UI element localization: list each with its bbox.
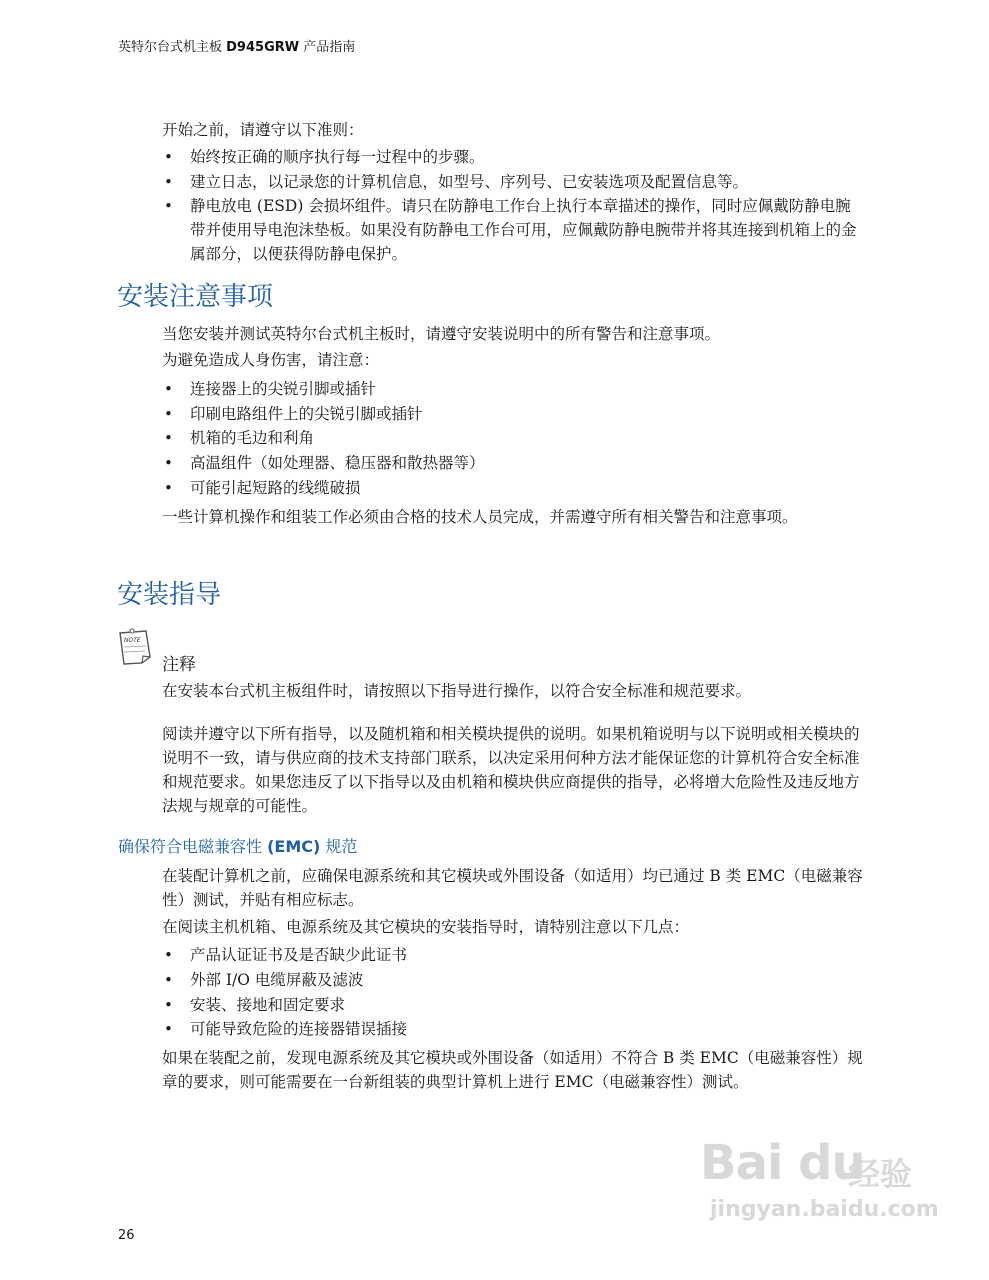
note-icon [116, 627, 154, 667]
bullet-glyph: • [164, 996, 173, 1014]
note-title: 注释 [162, 655, 196, 675]
list-item [162, 194, 862, 266]
baidu-watermark [700, 1135, 939, 1235]
before-start-intro: 开始之前，请遵守以下准则： [162, 121, 364, 139]
list-item [162, 426, 862, 450]
header-title-prefix: 英特尔台式机主板 [118, 40, 227, 55]
list-item [162, 968, 862, 992]
page-header [118, 36, 355, 55]
section-title-installation-guide: 安装指导 [117, 580, 222, 610]
list-item [162, 377, 862, 401]
list-item-text: 静电放电 (ESD) 会损坏组件。请只在防静电工作台上执行本章描述的操作，同时应佩戴防静电腕带并使用导电泡沫垫板。如果没有防静电工作台可用，应佩戴防静电腕带并将其连接到机箱上的金属部分，以便获得防静电保护。 [190, 197, 857, 263]
bullet-glyph: • [164, 479, 173, 497]
section2-paragraph-1: 阅读并遵守以下所有指导，以及随机箱和相关模块提供的说明。如果机箱说明与以下说明或相关模块的说明不一致，请与供应商的技术支持部门联系，以决定采用何种方法才能保证您的计算机符合安全标准和规范要求。如果您违反了以下指导以及由机箱和模块供应商提供的指导，必将增大危险性及违反地方法规与规章的可能性。 [162, 725, 860, 815]
list-item [162, 476, 862, 500]
list-item [162, 1017, 862, 1041]
watermark-cn: 经验 [848, 1155, 913, 1193]
list-item-text: 建立日志，以记录您的计算机信息，如型号、序列号、已安装选项及配置信息等。 [190, 173, 749, 191]
note-text: 在安装本台式机主板组件时，请按照以下指导进行操作，以符合安全标准和规范要求。 [162, 682, 752, 700]
list-item-text: 可能引起短路的线缆破损 [190, 479, 361, 497]
list-item-text: 印刷电路组件上的尖锐引脚或插针 [190, 405, 423, 423]
section1-paragraph-2: 为避免造成人身伤害，请注意： [162, 351, 380, 369]
list-item-text: 连接器上的尖锐引脚或插针 [190, 380, 377, 398]
list-item [162, 451, 862, 475]
bullet-glyph: • [164, 148, 173, 166]
list-item-text: 始终按正确的顺序执行每一过程中的步骤。 [190, 148, 485, 166]
section3-paragraph-2: 在阅读主机机箱、电源系统及其它模块的安装指导时，请特别注意以下几点： [162, 918, 690, 936]
note-icon-label: NOTE [124, 637, 141, 644]
list-item [162, 145, 862, 169]
watermark-url: jingyan.baidu.com [710, 1197, 939, 1222]
bullet-glyph: • [164, 405, 173, 423]
section3-paragraph-3: 如果在装配之前，发现电源系统及其它模块或外围设备（如适用）不符合 B 类 EMC（电磁兼容性）规章的要求，则可能需要在一台新组装的典型计算机上进行 EMC（电磁兼容性）测试。 [162, 1049, 863, 1091]
header-title-suffix: 产品指南 [299, 40, 356, 55]
watermark-logo: Bai du [700, 1135, 865, 1191]
bullet-glyph: • [164, 1020, 173, 1038]
emc-title-suffix: 规范 [320, 837, 358, 856]
list-item [162, 170, 862, 194]
list-item [162, 993, 862, 1017]
list-item [162, 402, 862, 426]
list-item-text: 机箱的毛边和利角 [190, 429, 315, 447]
emc-title-bold: (EMC) [267, 837, 321, 856]
bullet-glyph: • [164, 197, 173, 215]
section1-paragraph-3: 一些计算机操作和组装工作必须由合格的技术人员完成，并需遵守所有相关警告和注意事项。 [162, 508, 798, 526]
list-item [162, 943, 862, 967]
bullet-glyph: • [164, 971, 173, 989]
list-item-text: 可能导致危险的连接器错误插接 [190, 1020, 408, 1038]
list-item-text: 安装、接地和固定要求 [190, 996, 346, 1014]
bullet-glyph: • [164, 429, 173, 447]
section3-paragraph-1: 在装配计算机之前，应确保电源系统和其它模块或外围设备（如适用）均已通过 B 类 EMC（电磁兼容性）测试，并贴有相应标志。 [162, 867, 863, 909]
bullet-glyph: • [164, 380, 173, 398]
section-title-emc [118, 834, 357, 857]
page-number: 26 [118, 1228, 135, 1243]
section1-paragraph-1: 当您安装并测试英特尔台式机主板时，请遵守安装说明中的所有警告和注意事项。 [162, 325, 721, 343]
bullet-glyph: • [164, 946, 173, 964]
bullet-glyph: • [164, 173, 173, 191]
bullet-glyph: • [164, 454, 173, 472]
section-title-installation-precautions: 安装注意事项 [117, 282, 274, 312]
emc-title-prefix: 确保符合电磁兼容性 [118, 837, 268, 856]
list-item-text: 高温组件（如处理器、稳压器和散热器等） [190, 454, 485, 472]
header-model: D945GRW [226, 40, 300, 55]
list-item-text: 产品认证证书及是否缺少此证书 [190, 946, 408, 964]
list-item-text: 外部 I/O 电缆屏蔽及滤波 [190, 971, 364, 989]
